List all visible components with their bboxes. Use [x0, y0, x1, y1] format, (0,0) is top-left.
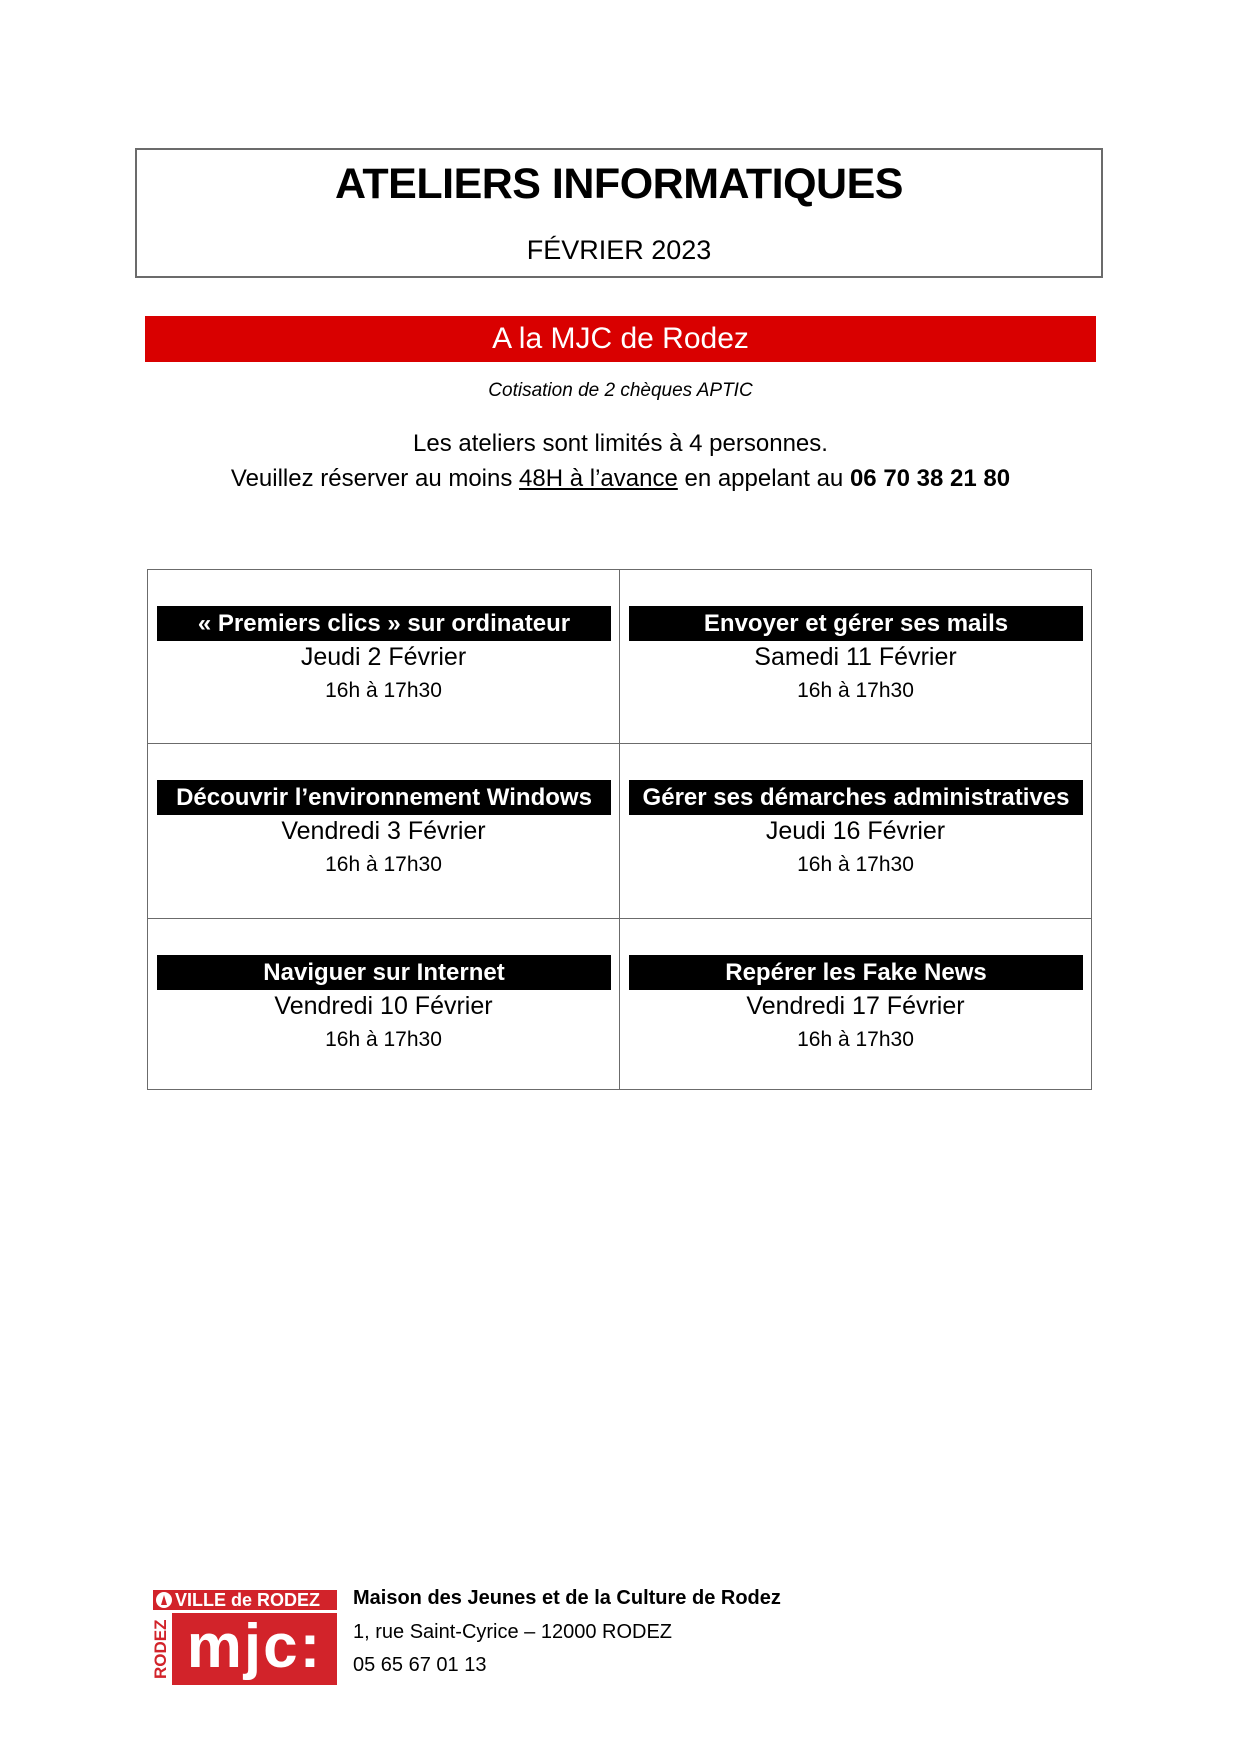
reservation-prefix: Veuillez réserver au moins — [230, 465, 520, 492]
workshop-time: 16h à 17h30 — [797, 1028, 914, 1051]
workshop-date: Vendredi 10 Février — [274, 992, 493, 1020]
workshop-cell — [148, 919, 620, 1089]
logo-side-text: RODEZ — [151, 1619, 170, 1679]
workshop-time: 16h à 17h30 — [325, 853, 442, 876]
workshop-title: Naviguer sur Internet — [157, 955, 611, 990]
location-banner: A la MJC de Rodez — [145, 316, 1096, 362]
workshop-date: Vendredi 3 Février — [281, 817, 486, 845]
header-box — [135, 148, 1103, 278]
workshop-date: Jeudi 2 Février — [300, 643, 467, 671]
footer-phone: 05 65 67 01 13 — [353, 1654, 487, 1676]
workshop-title: Envoyer et gérer ses mails — [629, 606, 1083, 641]
workshop-title: Découvrir l’environnement Windows — [157, 780, 611, 815]
page-subtitle: FÉVRIER 2023 — [526, 235, 712, 265]
reservation-delay: 48H à l’avance — [519, 465, 678, 492]
logo-top-text: VILLE de RODEZ — [175, 1590, 321, 1610]
cotisation-note: Cotisation de 2 chèques APTIC — [488, 380, 753, 401]
rodez-cathedral-emblem-icon — [156, 1592, 172, 1608]
workshop-date: Vendredi 17 Février — [746, 992, 965, 1020]
reservation-middle: en appelant au — [677, 465, 850, 492]
workshop-grid — [147, 569, 1092, 1090]
workshop-cell — [620, 570, 1091, 744]
workshop-time: 16h à 17h30 — [325, 1028, 442, 1051]
reservation-note — [0, 465, 1241, 493]
workshop-time: 16h à 17h30 — [797, 679, 914, 702]
workshop-cell — [148, 570, 620, 744]
workshop-time: 16h à 17h30 — [325, 679, 442, 702]
reservation-phone: 06 70 38 21 80 — [849, 465, 1011, 492]
logo-mjc: mjc: — [172, 1613, 337, 1685]
logo-ville-de-rodez — [153, 1590, 337, 1610]
footer-contact — [353, 1582, 781, 1683]
capacity-note: Les ateliers sont limités à 4 personnes. — [413, 430, 828, 457]
workshop-title: Gérer ses démarches administratives — [629, 780, 1083, 815]
workshop-title: Repérer les Fake News — [629, 955, 1083, 990]
workshop-cell — [148, 744, 620, 919]
footer-org-name: Maison des Jeunes et de la Culture de Rodez — [353, 1587, 781, 1609]
footer-address: 1, rue Saint-Cyrice – 12000 RODEZ — [353, 1620, 673, 1643]
workshop-date: Samedi 11 Février — [754, 643, 957, 671]
workshop-cell — [620, 744, 1091, 919]
workshop-time: 16h à 17h30 — [797, 853, 914, 876]
workshop-cell — [620, 919, 1091, 1089]
workshop-title: « Premiers clics » sur ordinateur — [157, 606, 611, 641]
page-title: ATELIERS INFORMATIQUES — [335, 160, 903, 208]
workshop-date: Jeudi 16 Février — [765, 817, 946, 845]
